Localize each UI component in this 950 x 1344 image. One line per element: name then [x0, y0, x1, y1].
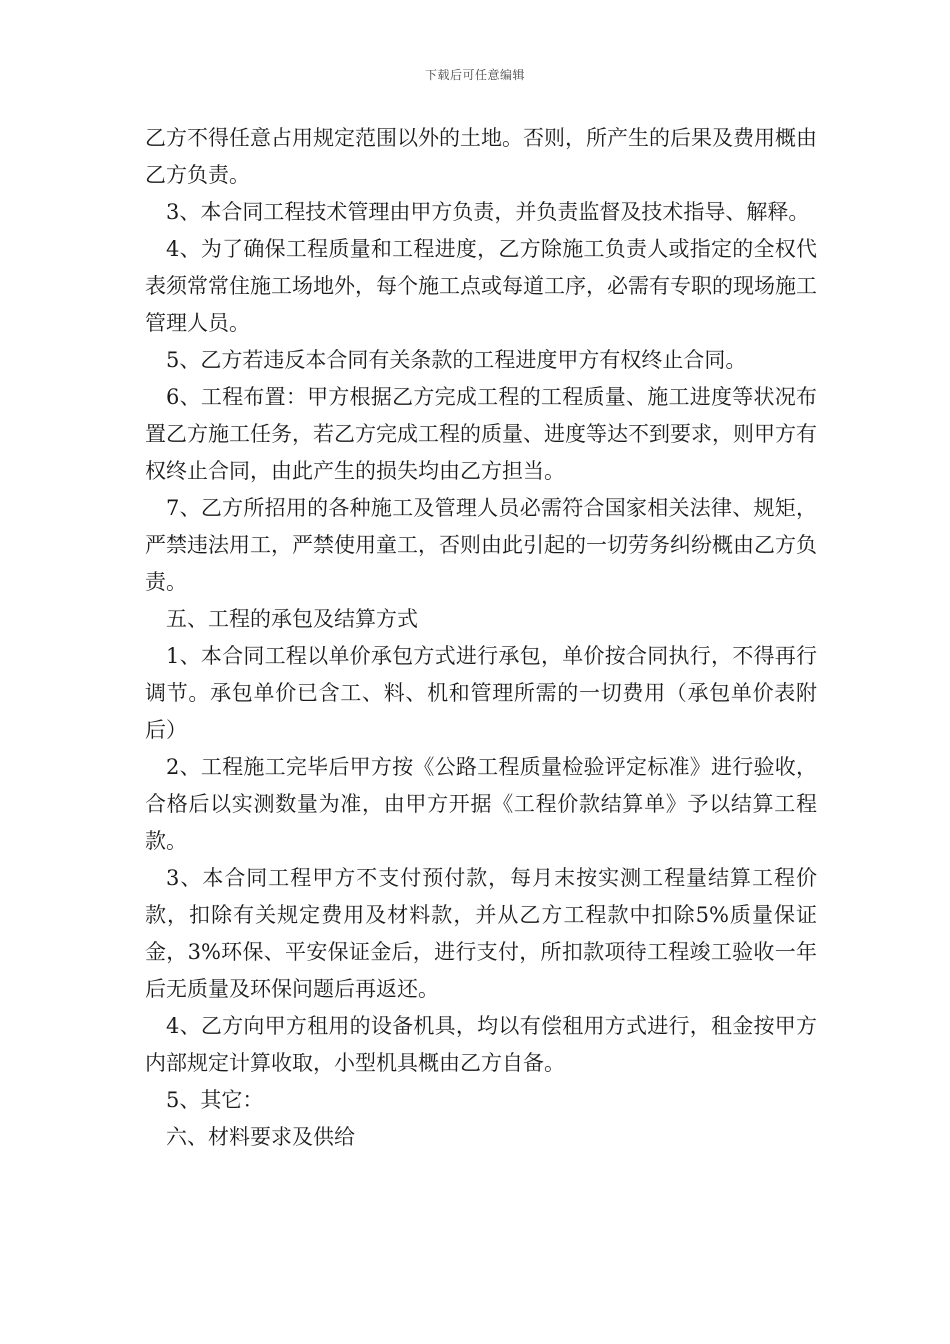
document-body	[145, 120, 817, 1156]
section-heading-6: 六、材料要求及供给	[166, 1125, 355, 1149]
paragraph-10: 4、乙方向甲方租用的设备机具，均以有偿租用方式进行，租金按甲方内部规定计算收取，小型机具概由乙方自备。	[145, 1014, 817, 1075]
paragraph-11: 5、其它：	[166, 1088, 264, 1112]
paragraph-8: 2、工程施工完毕后甲方按《公路工程质量检验评定标准》进行验收，合格后以实测数量为准，由甲方开据《工程价款结算单》予以结算工程款。	[145, 755, 817, 853]
paragraph-3: 4、为了确保工程质量和工程进度，乙方除施工负责人或指定的全权代表须常常住施工场地外，每个施工点或每道工序，必需有专职的现场施工管理人员。	[145, 237, 817, 335]
paragraph-7: 1、本合同工程以单价承包方式进行承包，单价按合同执行，不得再行调节。承包单价已含工、料、机和管理所需的一切费用（承包单价表附后）	[145, 644, 817, 742]
section-heading-5: 五、工程的承包及结算方式	[166, 607, 418, 631]
paragraph-4: 5、乙方若违反本合同有关条款的工程进度甲方有权终止合同。	[166, 348, 747, 372]
paragraph-1: 乙方不得任意占用规定范围以外的土地。否则，所产生的后果及费用概由乙方负责。	[145, 126, 817, 187]
page-header: 下载后可任意编辑	[424, 68, 525, 82]
paragraph-6: 7、乙方所招用的各种施工及管理人员必需符合国家相关法律、规矩，严禁违法用工，严禁使用童工，否则由此引起的一切劳务纠纷概由乙方负责。	[145, 496, 817, 594]
paragraph-9: 3、本合同工程甲方不支付预付款，每月末按实测工程量结算工程价款，扣除有关规定费用及材料款，并从乙方工程款中扣除5%质量保证金，3%环保、平安保证金后，进行支付，所扣款项待工程竣工验收一年后无质量及环保问题后再返还。	[145, 866, 817, 1001]
paragraph-2: 3、本合同工程技术管理由甲方负责，并负责监督及技术指导、解释。	[166, 200, 810, 224]
paragraph-5: 6、工程布置：甲方根据乙方完成工程的工程质量、施工进度等状况布置乙方施工任务，若乙方完成工程的质量、进度等达不到要求，则甲方有权终止合同，由此产生的损失均由乙方担当。	[145, 385, 817, 483]
